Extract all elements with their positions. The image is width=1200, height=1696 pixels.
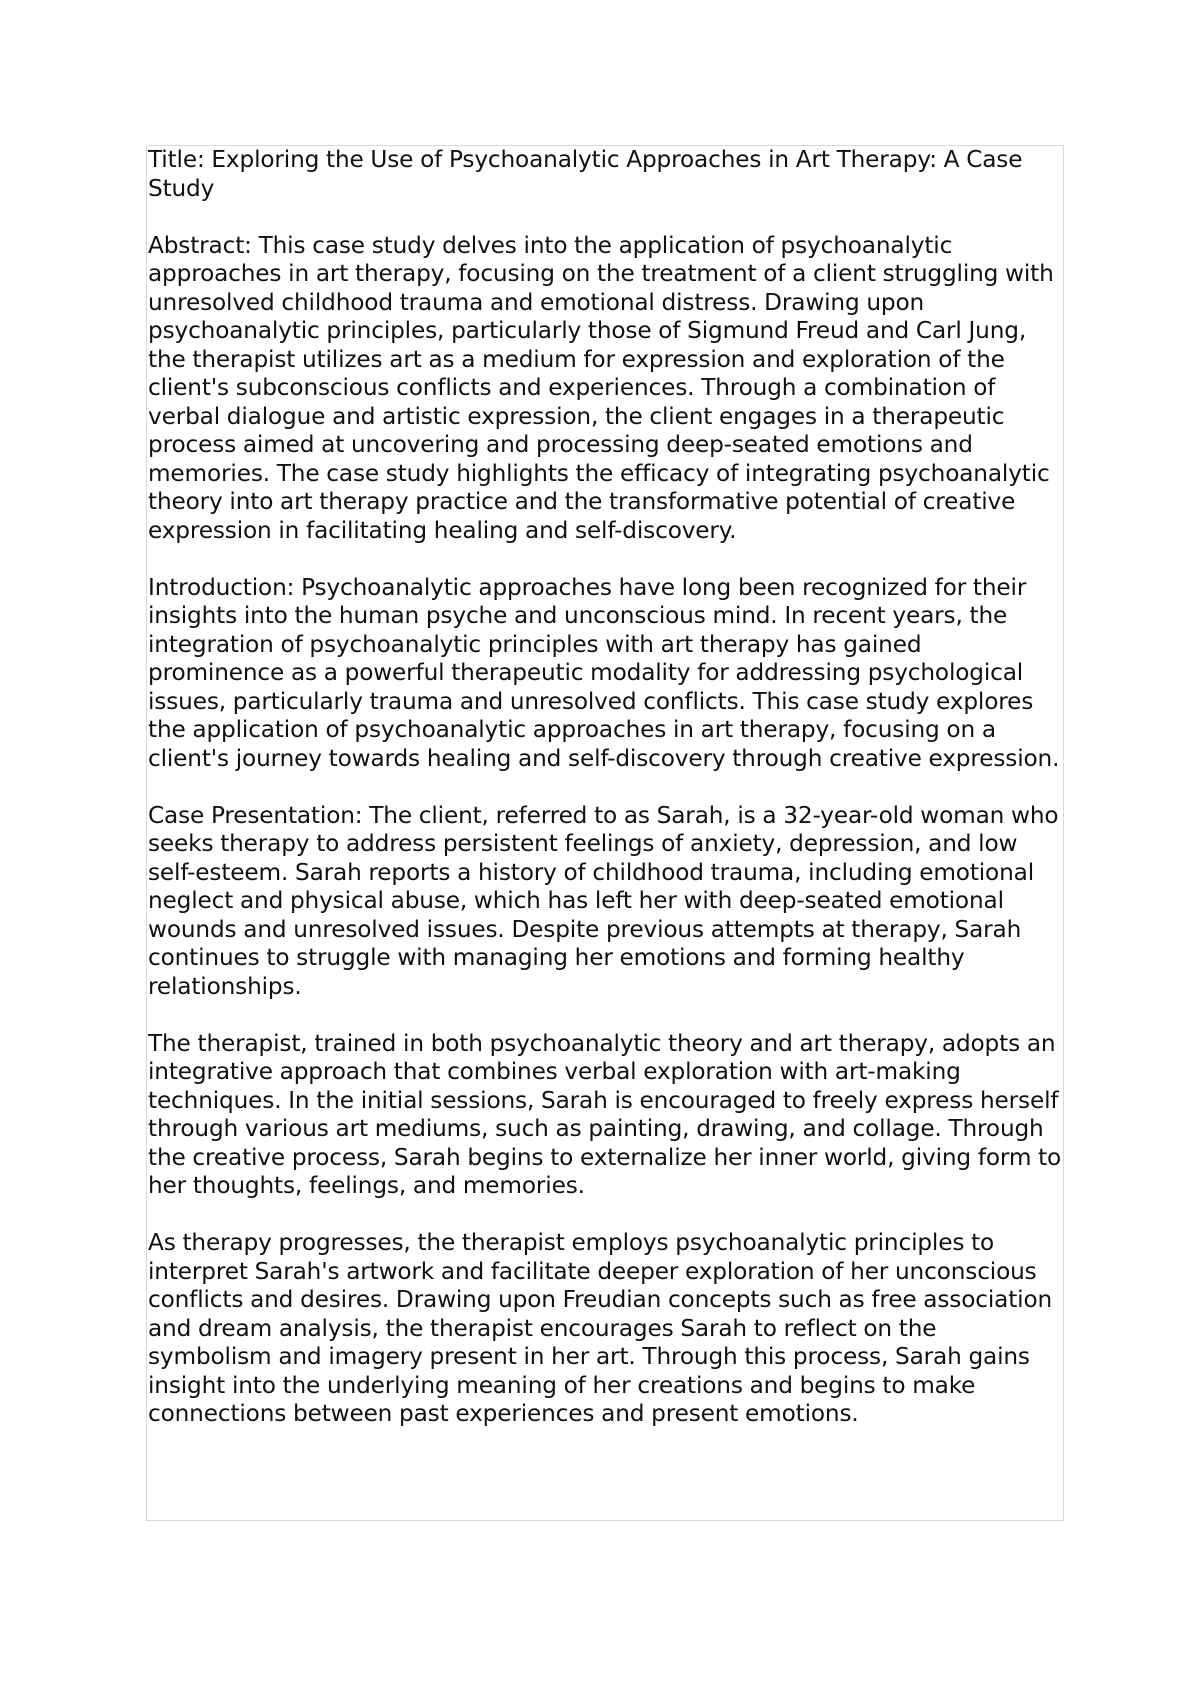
document-title-paragraph: Title: Exploring the Use of Psychoanalytic Approaches in Art Therapy: A Case Study	[148, 146, 1023, 202]
therapist-approach-paragraph: The therapist, trained in both psychoanalytic theory and art therapy, adopts an integrative approach that combines verbal exploration with art-making techniques. In the initial sessions, Sarah is encouraged to freely express herself through various art mediums, such as painting, drawing, and collage. Through the creative process, Sarah begins to externalize her inner world, giving form to her thoughts, feelings, and memories.	[148, 1029, 1062, 1199]
therapy-progress-paragraph: As therapy progresses, the therapist employs psychoanalytic principles to interpret Sarah's artwork and facilitate deeper exploration of her unconscious conflicts and desires. Drawing upon Freudian concepts such as free association and dream analysis, the therapist encourages Sarah to reflect on the symbolism and imagery present in her art. Through this process, Sarah gains insight into the underlying meaning of her creations and begins to make connections between past experiences and present emotions.	[148, 1229, 1053, 1427]
case-presentation-paragraph: Case Presentation: The client, referred to as Sarah, is a 32-year-old woman who seeks therapy to address persistent feelings of anxiety, depression, and low self-esteem. Sarah reports a history of childhood trauma, including emotional neglect and physical abuse, which has left her with deep-seated emotional wounds and unresolved issues. Despite previous attempts at therapy, Sarah continues to struggle with managing her emotions and forming healthy relationships.	[148, 801, 1059, 1000]
introduction-paragraph: Introduction: Psychoanalytic approaches have long been recognized for their insights into the human psyche and unconscious mind. In recent years, the integration of psychoanalytic principles with art therapy has gained prominence as a powerful therapeutic modality for addressing psychological issues, particularly trauma and unresolved conflicts. This case study explores the application of psychoanalytic approaches in art therapy, focusing on a client's journey towards healing and self-discovery through creative expression.	[148, 573, 1060, 772]
abstract-paragraph: Abstract: This case study delves into the application of psychoanalytic approaches in art therapy, focusing on the treatment of a client struggling with unresolved childhood trauma and emotional distress. Drawing upon psychoanalytic principles, particularly those of Sigmund Freud and Carl Jung, the therapist utilizes art as a medium for expression and exploration of the client's subconscious conflicts and experiences. Through a combination of verbal dialogue and artistic expression, the client engages in a therapeutic process aimed at uncovering and processing deep-seated emotions and memories. The case study highlights the efficacy of integrating psychoanalytic theory into art therapy practice and the transformative potential of creative expression in facilitating healing and self-discovery.	[148, 231, 1054, 544]
document-text-frame	[146, 145, 1064, 1521]
